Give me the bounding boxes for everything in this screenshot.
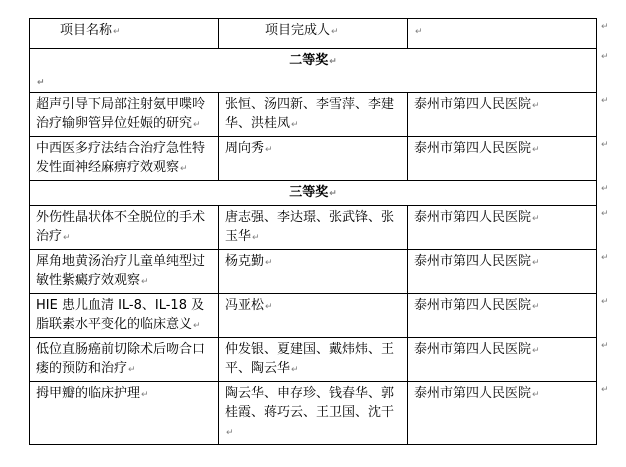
section-title-third-prize[interactable]: 三等奖↵ — [30, 181, 597, 206]
table-row — [30, 338, 597, 382]
cell-end-mark: ↵ — [291, 365, 299, 375]
cell-project-name[interactable]: 中西医多疗法结合治疗急性特发性面神经麻痹疗效观察↵ — [30, 137, 219, 181]
cell-organization[interactable]: 泰州市第四人民医院↵ — [408, 382, 597, 445]
table-row — [30, 93, 597, 137]
cell-end-mark: ↵ — [265, 302, 273, 312]
header-organization[interactable] — [408, 19, 597, 49]
cell-project-name[interactable]: 超声引导下局部注射氨甲喋呤治疗输卵管异位妊娠的研究↵ — [30, 93, 219, 137]
cell-people[interactable]: 仲发银、夏建国、戴炜炜、王平、陶云华↵ — [219, 338, 408, 382]
cell-project-name[interactable]: 拇甲瓣的临床护理↵ — [30, 382, 219, 445]
row-end-mark: ↵ — [601, 252, 609, 263]
section-row-second-prize — [30, 49, 597, 93]
section-row-third-prize — [30, 181, 597, 206]
row-end-mark: ↵ — [601, 51, 609, 62]
cell-people[interactable]: 唐志强、李达璟、张武锋、张玉华↵ — [219, 206, 408, 250]
cell-organization[interactable]: 泰州市第四人民医院↵ — [408, 137, 597, 181]
cell-end-mark: ↵ — [128, 365, 136, 375]
row-end-mark: ↵ — [601, 21, 609, 32]
cell-organization[interactable]: 泰州市第四人民医院↵ — [408, 250, 597, 294]
cell-end-mark: ↵ — [226, 428, 234, 438]
cell-end-mark: ↵ — [415, 27, 423, 37]
cell-people[interactable]: 冯亚松↵ — [219, 294, 408, 338]
cell-end-mark: ↵ — [193, 321, 201, 331]
row-end-mark: ↵ — [601, 208, 609, 219]
cell-organization[interactable]: 泰州市第四人民医院↵ — [408, 206, 597, 250]
cell-end-mark: ↵ — [113, 27, 121, 37]
cell-project-name[interactable]: 犀角地黄汤治疗儿童单纯型过敏性紫癜疗效观察↵ — [30, 250, 219, 294]
cell-people[interactable]: 杨克勤↵ — [219, 250, 408, 294]
cell-organization[interactable]: 泰州市第四人民医院↵ — [408, 338, 597, 382]
cell-end-mark: ↵ — [265, 145, 273, 155]
cell-end-mark: ↵ — [331, 27, 339, 37]
cell-end-mark: ↵ — [180, 164, 188, 174]
row-end-mark: ↵ — [601, 183, 609, 194]
award-table — [29, 18, 597, 445]
cell-end-mark: ↵ — [265, 258, 273, 268]
cell-end-mark: ↵ — [532, 145, 540, 155]
cell-end-mark: ↵ — [329, 189, 337, 199]
cell-end-mark: ↵ — [141, 390, 149, 400]
cell-end-mark: ↵ — [63, 233, 71, 243]
cell-end-mark: ↵ — [532, 258, 540, 268]
header-project-name[interactable]: 项目名称↵ — [30, 19, 219, 49]
cell-project-name[interactable]: 外伤性晶状体不全脱位的手术治疗↵ — [30, 206, 219, 250]
cell-end-mark: ↵ — [532, 101, 540, 111]
table-row — [30, 294, 597, 338]
cell-end-mark: ↵ — [329, 57, 337, 67]
section-title-second-prize[interactable]: 二等奖↵ ↵ — [30, 49, 597, 93]
cell-end-mark: ↵ — [532, 302, 540, 312]
row-end-mark: ↵ — [601, 296, 609, 307]
cell-end-mark: ↵ — [193, 120, 201, 130]
header-project-people[interactable]: 项目完成人↵ — [219, 19, 408, 49]
cell-people[interactable]: 张恒、汤四新、李雪萍、李建华、洪桂凤↵ — [219, 93, 408, 137]
row-end-mark: ↵ — [601, 340, 609, 351]
cell-people[interactable]: 周向秀↵ — [219, 137, 408, 181]
cell-end-mark: ↵ — [291, 120, 299, 130]
cell-people[interactable]: 陶云华、申存珍、钱春华、郭桂霞、蒋巧云、王卫国、沈干↵ — [219, 382, 408, 445]
table-row — [30, 206, 597, 250]
table-header-row — [30, 19, 597, 49]
cell-project-name[interactable]: 低位直肠癌前切除术后吻合口瘘的预防和治疗↵ — [30, 338, 219, 382]
cell-end-mark: ↵ — [532, 346, 540, 356]
row-end-mark: ↵ — [601, 384, 609, 395]
row-end-mark: ↵ — [601, 139, 609, 150]
cell-project-name[interactable]: HIE 患儿血清 IL-8、IL-18 及脂联素水平变化的临床意义↵ — [30, 294, 219, 338]
table-row — [30, 382, 597, 445]
table-row — [30, 137, 597, 181]
cell-organization[interactable]: 泰州市第四人民医院↵ — [408, 294, 597, 338]
cell-end-mark: ↵ — [252, 233, 260, 243]
cell-end-mark: ↵ — [532, 390, 540, 400]
cell-end-mark: ↵ — [532, 214, 540, 224]
cell-end-mark: ↵ — [141, 277, 149, 287]
table-row — [30, 250, 597, 294]
paragraph-mark: ↵ — [37, 78, 45, 88]
row-end-mark: ↵ — [601, 95, 609, 106]
cell-organization[interactable]: 泰州市第四人民医院↵ — [408, 93, 597, 137]
